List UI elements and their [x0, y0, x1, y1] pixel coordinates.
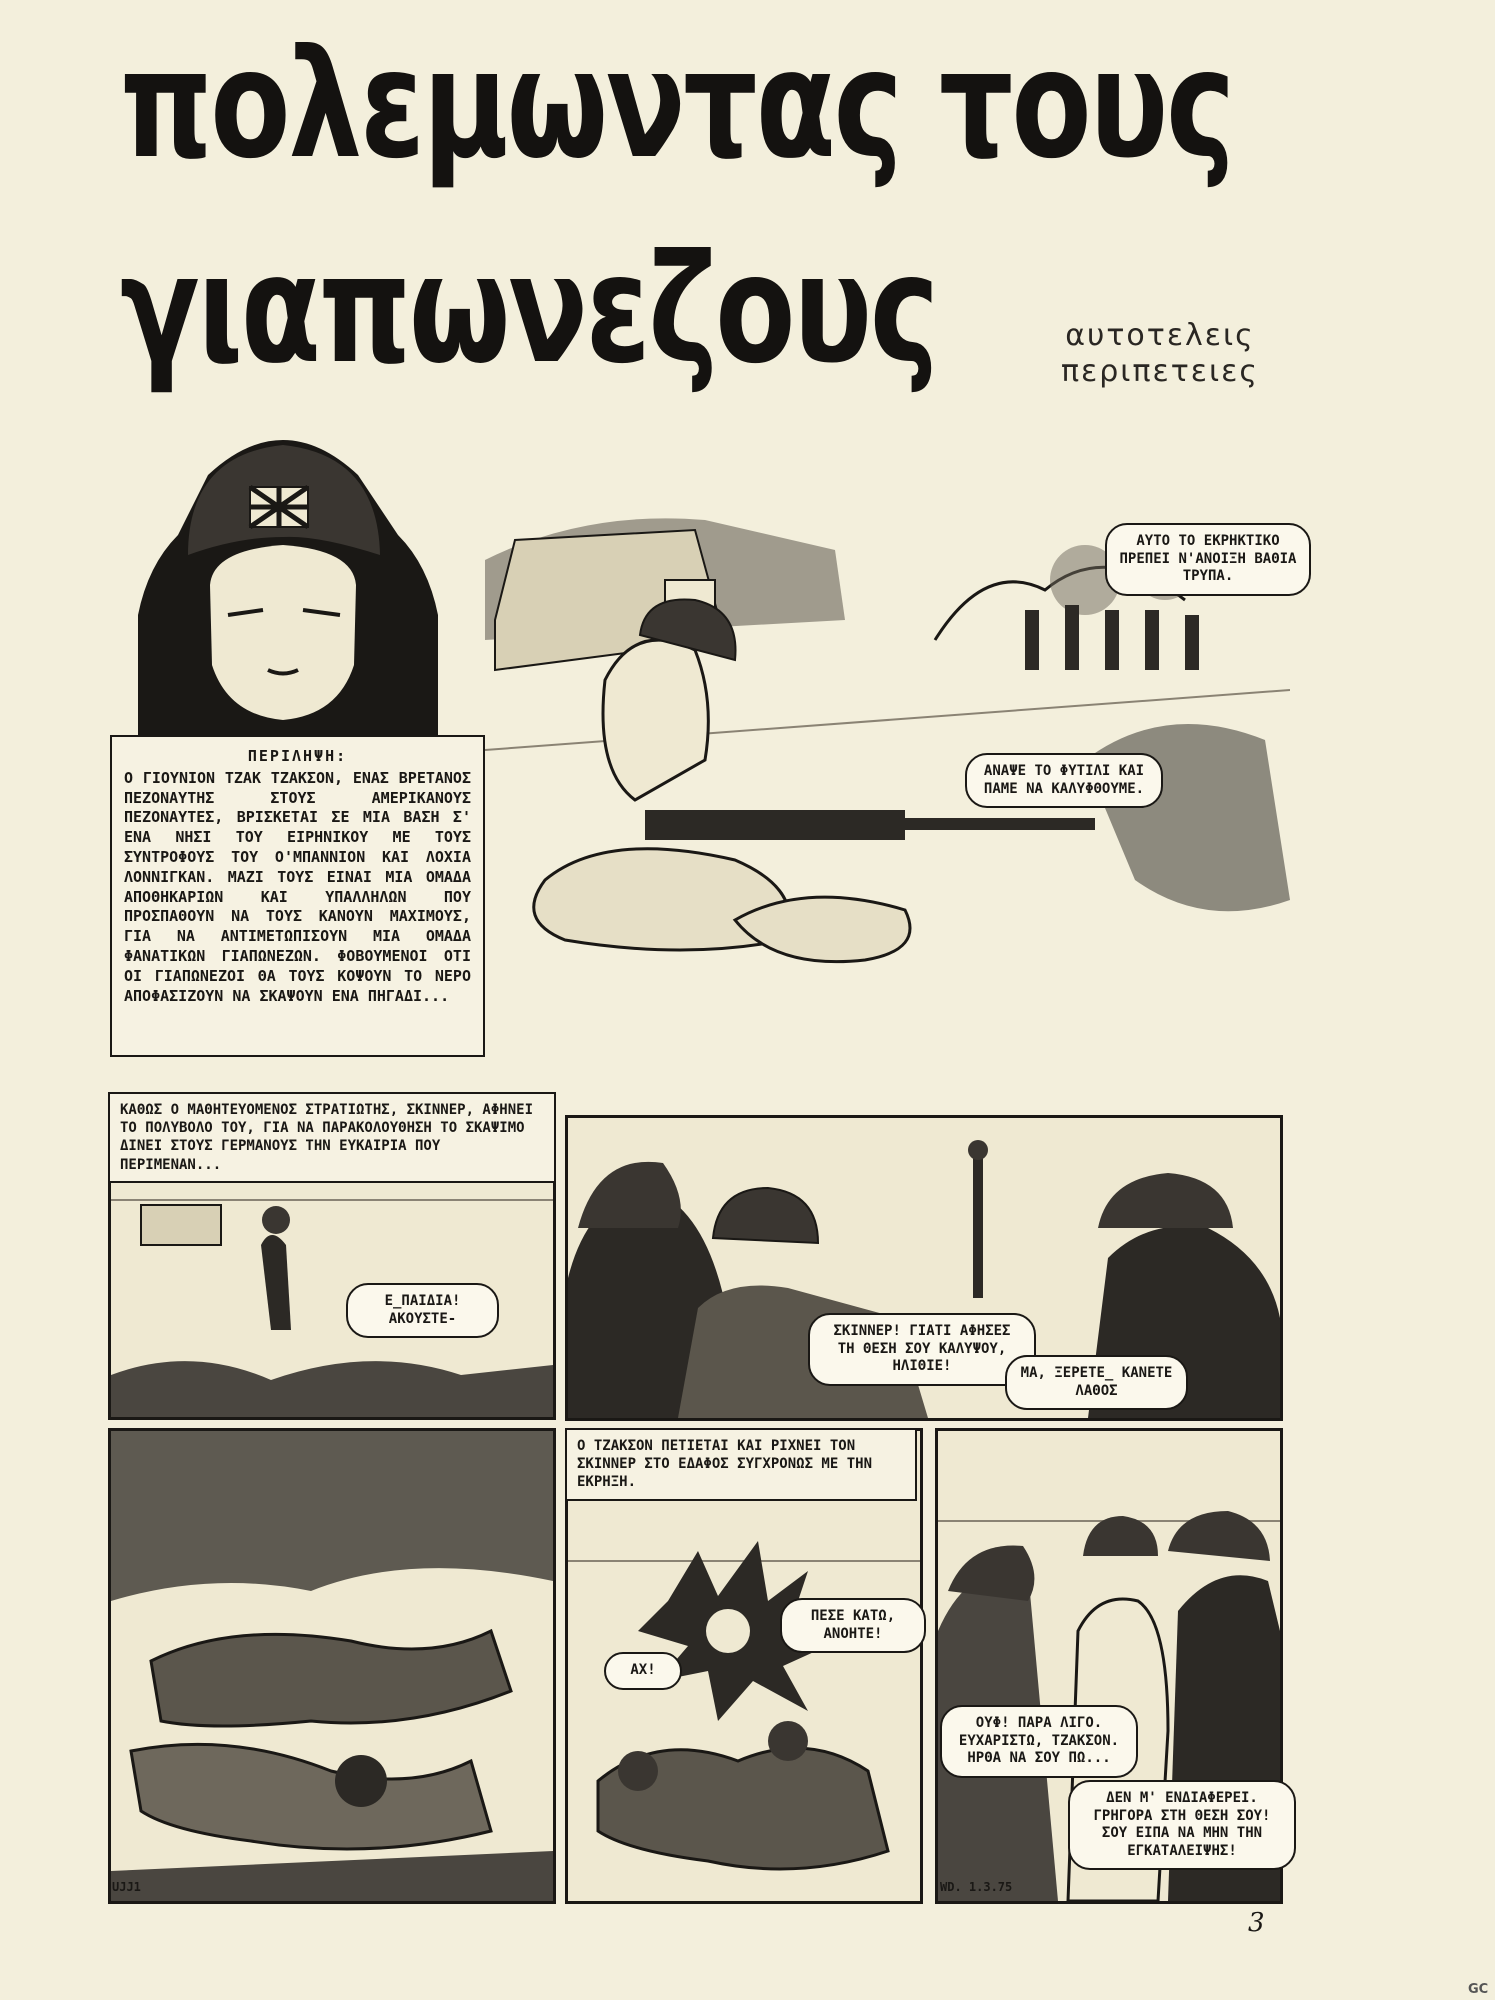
summary-text: Ο ΓΙΟΥΝΙΟΝ ΤΖΑΚ ΤΖΑΚΣΟΝ, ΕΝΑΣ ΒΡΕΤΑΝΟΣ ΠΕΖΟΝΑΥΤΗΣ ΣΤΟΥΣ ΑΜΕΡΙΚΑΝΟΥΣ ΠΕΖΟΝΑΥΤΕΣ, ΒΡΙΣΚΕΤΑΙ ΣΕ ΜΙΑ ΒΑΣΗ Σ' ΕΝΑ ΝΗΣΙ ΤΟΥ ΕΙΡΗΝΙΚΟΥ ΜΕ ΤΟΥΣ ΣΥΝΤΡΟΦΟΥΣ ΤΟΥ Ο'ΜΠΑΝΝΙΟΝ ΚΑΙ ΛΟΧΙΑ ΛΟΝΝΙΓΚΑΝ. ΜΑΖΙ ΤΟΥΣ ΕΙΝΑΙ ΜΙΑ ΟΜΑΔΑ ΑΠΟΘΗΚΑΡΙΩΝ ΚΑΙ ΥΠΑΛΛΗΛΩΝ ΠΟΥ ΠΡΟΣΠΑΘΟΥΝ ΝΑ ΤΟΥΣ ΚΑΝΟΥΝ ΜΑΧΙΜΟΥΣ, ΓΙΑ ΝΑ ΑΝΤΙΜΕΤΩΠΙΣΟΥΝ ΜΙΑ ΟΜΑΔΑ ΦΑΝΑΤΙΚΩΝ ΓΙΑΠΩΝΕΖΩΝ. ΦΟΒΟΥΜΕΝΟΙ ΟΤΙ ΟΙ ΓΙΑΠΩΝΕΖΟΙ ΘΑ ΤΟΥΣ ΚΟΨΟΥΝ ΤΟ ΝΕΡΟ ΑΠΟΦΑΣΙΖΟΥΝ ΝΑ ΣΚΑΨΟΥΝ ΕΝΑ ΠΗΓΑΔΙ...	[124, 768, 471, 1005]
watermark: GC	[1468, 1982, 1489, 1997]
summary-heading: ΠΕΡΙΛΗΨΗ:	[247, 747, 348, 765]
page-number: 3	[1248, 1908, 1265, 1938]
panel-fallen-soldiers	[108, 1428, 556, 1904]
speech-bubble-ah: ΑΧ!	[604, 1652, 682, 1690]
summary-caption	[110, 735, 485, 1057]
title-line-1: πολεμωντας τους	[120, 18, 1234, 192]
speech-bubble-phew: ΟΥΦ! ΠΑΡΑ ΛΙΓΟ. ΕΥΧΑΡΙΣΤΩ, ΤΖΑΚΣΟΝ. ΗΡΘΑ ΝΑ ΣΟΥ ΠΩ...	[940, 1705, 1138, 1778]
speech-bubble-hey-guys: Ε_ΠΑΙΔΙΑ! ΑΚΟΥΣΤΕ-	[346, 1283, 499, 1338]
title-line-2: γιαπωνεζους	[120, 223, 937, 397]
speech-bubble-but-you-know: ΜΑ, ΞΕΡΕΤΕ_ ΚΑΝΕΤΕ ΛΑΘΟΣ	[1005, 1355, 1188, 1410]
speech-bubble-dont-care: ΔΕΝ Μ' ΕΝΔΙΑΦΕΡΕΙ. ΓΡΗΓΟΡΑ ΣΤΗ ΘΕΣΗ ΣΟΥ! ΣΟΥ ΕΙΠΑ ΝΑ ΜΗΝ ΤΗΝ ΕΓΚΑΤΑΛΕΙΨΗΣ!	[1068, 1780, 1296, 1870]
subtitle-line-1: αυτοτελεις	[1065, 318, 1255, 353]
subtitle-line-2: περιπετειες	[1060, 354, 1259, 389]
speech-bubble-light-fuse: ΑΝΑΨΕ ΤΟ ΦΥΤΙΛΙ ΚΑΙ ΠΑΜΕ ΝΑ ΚΑΛΥΦΘΟΥΜΕ.	[965, 753, 1163, 808]
hero-portrait-illustration	[118, 415, 448, 745]
speech-bubble-skinner-why: ΣΚΙΝΝΕΡ! ΓΙΑΤΙ ΑΦΗΣΕΣ ΤΗ ΘΕΣΗ ΣΟΥ ΚΑΛΥΨΟΥ, ΗΛΙΘΙΕ!	[808, 1313, 1036, 1386]
speech-bubble-get-down: ΠΕΣΕ ΚΑΤΩ, ΑΝΟΗΤΕ!	[780, 1598, 926, 1653]
fallen-soldiers-illustration	[111, 1431, 553, 1901]
caption-skinner-leaves: ΚΑΘΩΣ Ο ΜΑΘΗΤΕΥΟΜΕΝΟΣ ΣΤΡΑΤΙΩΤΗΣ, ΣΚΙΝΝΕΡ, ΑΦΗΝΕΙ ΤΟ ΠΟΛΥΒΟΛΟ ΤΟΥ, ΓΙΑ ΝΑ ΠΑΡΑΚΟΛΟΥΘΗΣΗ ΤΟ ΣΚΑΨΙΜΟ ΔΙΝΕΙ ΣΤΟΥΣ ΓΕΡΜΑΝΟΥΣ ΤΗΝ ΕΥΚΑΙΡΙΑ ΠΟΥ ΠΕΡΙΜΕΝΑΝ...	[108, 1092, 556, 1183]
artist-signature: UJJ1	[112, 1880, 141, 1894]
date-signature: WD. 1.3.75	[940, 1880, 1013, 1894]
caption-jackson-dives: Ο ΤΖΑΚΣΟΝ ΠΕΤΙΕΤΑΙ ΚΑΙ ΡΙΧΝΕΙ ΤΟΝ ΣΚΙΝΝΕΡ ΣΤΟ ΕΔΑΦΟΣ ΣΥΓΧΡΟΝΩΣ ΜΕ ΤΗΝ ΕΚΡΗΞΗ.	[565, 1428, 917, 1501]
speech-bubble-explosive: ΑΥΤΟ ΤΟ ΕΚΡΗΚΤΙΚΟ ΠΡΕΠΕΙ Ν'ΑΝΟΙΞΗ ΒΑΘΙΑ ΤΡΥΠΑ.	[1105, 523, 1311, 596]
subtitle	[1040, 318, 1280, 390]
